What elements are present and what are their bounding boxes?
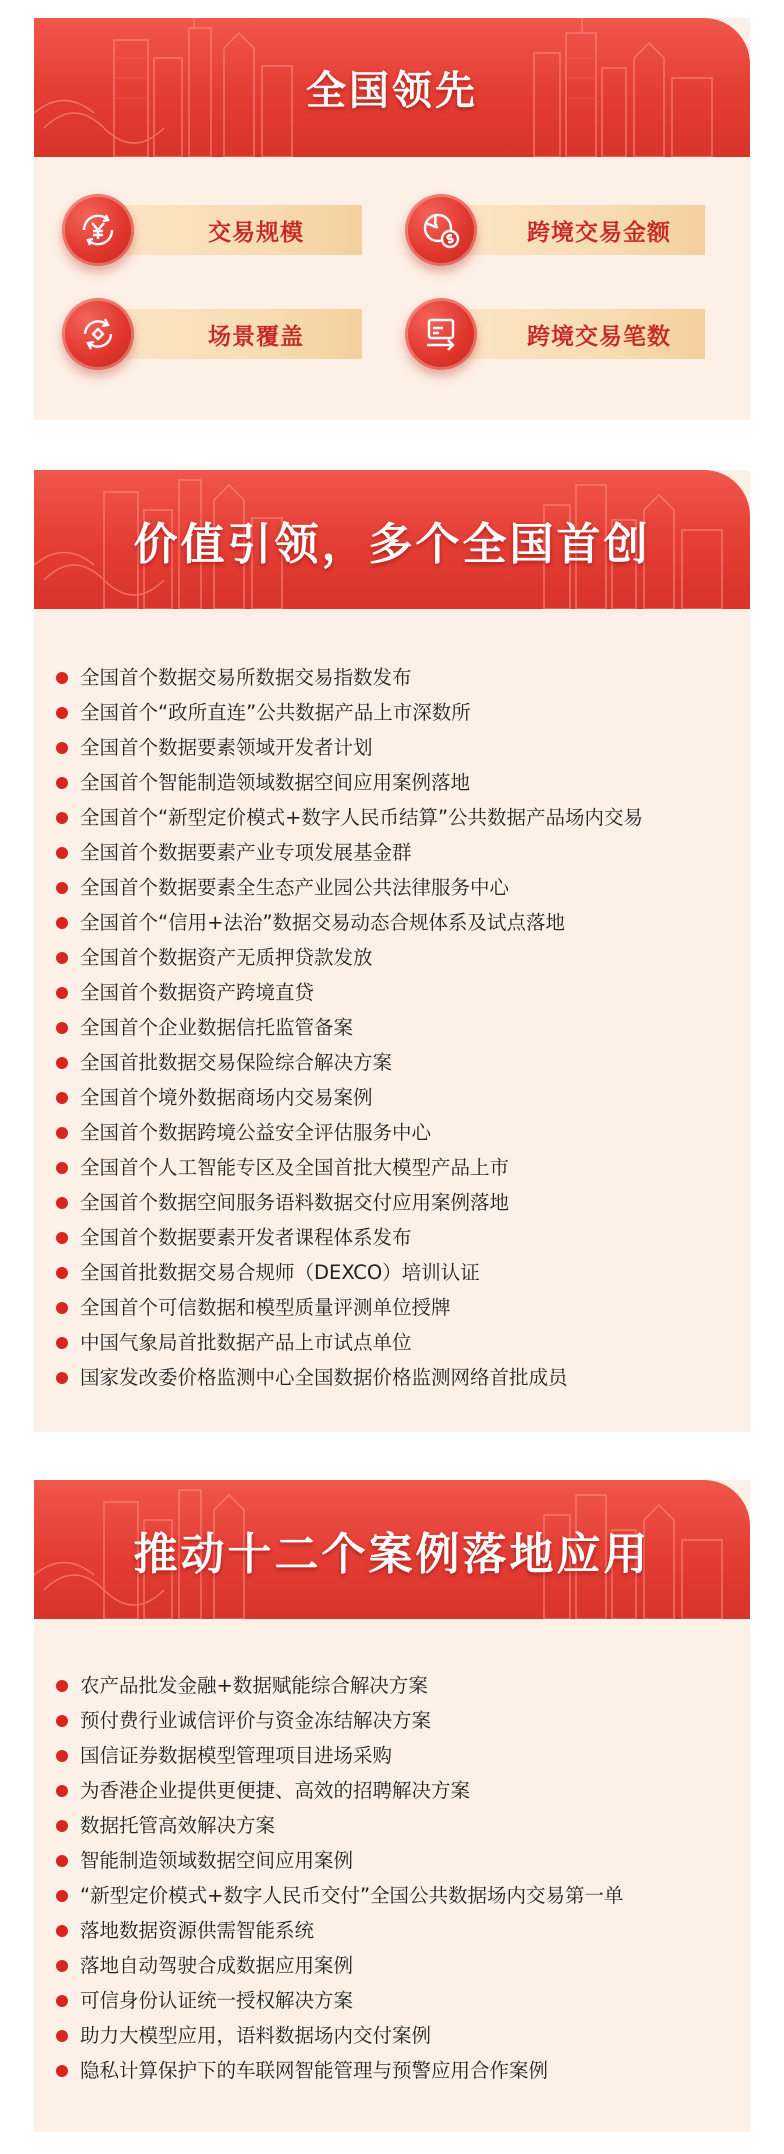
list-item <box>56 1668 624 1703</box>
firsts-section <box>34 470 750 1432</box>
bullet-dot <box>56 1855 68 1867</box>
list-item <box>56 905 643 940</box>
bullet-dot <box>56 1372 68 1384</box>
list-item <box>56 1290 643 1325</box>
bullet-dot <box>56 1232 68 1244</box>
bullet-dot <box>56 1127 68 1139</box>
list-item-text: 全国首个数据资产跨境直贷 <box>80 981 315 1004</box>
bullet-dot <box>56 1715 68 1727</box>
bullet-dot <box>56 1162 68 1174</box>
yuan-cycle-icon <box>62 194 134 266</box>
pill-label: 场景覆盖 <box>208 323 304 350</box>
bullet-dot <box>56 1890 68 1902</box>
bullet-dot <box>56 1337 68 1349</box>
list-item <box>56 1010 643 1045</box>
list-item-text: 全国首个人工智能专区及全国首批大模型产品上市 <box>80 1156 510 1179</box>
list-item-text: 国家发改委价格监测中心全国数据价格监测网络首批成员 <box>80 1366 568 1389</box>
bullet-dot <box>56 1057 68 1069</box>
list-item-text: 农产品批发金融+数据赋能综合解决方案 <box>80 1674 428 1697</box>
cases-banner <box>34 1480 750 1619</box>
list-item <box>56 1080 643 1115</box>
bullet-dot <box>56 672 68 684</box>
list-item-text: 全国首批数据交易保险综合解决方案 <box>80 1051 393 1074</box>
list-item-text: 可信身份认证统一授权解决方案 <box>80 1989 354 2012</box>
list-item-text: 隐私计算保护下的车联网智能管理与预警应用合作案例 <box>80 2059 549 2082</box>
pill-label-bar <box>112 205 362 255</box>
list-item-text: “新型定价模式+数字人民币交付”全国公共数据场内交易第一单 <box>80 1884 624 1907</box>
list-item <box>56 730 643 765</box>
list-item <box>56 1983 624 2018</box>
list-item <box>56 975 643 1010</box>
list-item-text: 预付费行业诚信评价与资金冻结解决方案 <box>80 1709 432 1732</box>
list-item <box>56 1703 624 1738</box>
bullet-dot <box>56 1197 68 1209</box>
list-item-text: 全国首个可信数据和模型质量评测单位授牌 <box>80 1296 451 1319</box>
globe-dollar-icon <box>405 194 477 266</box>
leading-section <box>34 18 750 420</box>
bullet-dot <box>56 1960 68 1972</box>
bullet-dot <box>56 812 68 824</box>
pill-label: 跨境交易金额 <box>527 219 671 246</box>
firsts-list <box>56 660 643 1395</box>
list-item <box>56 1325 643 1360</box>
list-item <box>56 765 643 800</box>
list-item-text: 全国首个数据空间服务语料数据交付应用案例落地 <box>80 1191 510 1214</box>
list-item-text: 中国气象局首批数据产品上市试点单位 <box>80 1331 412 1354</box>
bullet-dot <box>56 1995 68 2007</box>
list-item <box>56 1948 624 1983</box>
bullet-dot <box>56 707 68 719</box>
bullet-dot <box>56 1267 68 1279</box>
list-item-text: 全国首个数据资产无质押贷款发放 <box>80 946 373 969</box>
list-item <box>56 1773 624 1808</box>
list-item <box>56 1115 643 1150</box>
list-item-text: 助力大模型应用，语料数据场内交付案例 <box>80 2024 432 2047</box>
bullet-dot <box>56 1750 68 1762</box>
list-item-text: 全国首批数据交易合规师（DEXCO）培训认证 <box>80 1261 480 1284</box>
bullet-dot <box>56 742 68 754</box>
list-item <box>56 940 643 975</box>
cases-title: 推动十二个案例落地应用 <box>133 1528 651 1580</box>
list-item <box>56 800 643 835</box>
list-item <box>56 870 643 905</box>
list-item <box>56 660 643 695</box>
list-item <box>56 835 643 870</box>
bullet-dot <box>56 1785 68 1797</box>
card-arrow-icon <box>405 298 477 370</box>
list-item-text: 全国首个数据要素开发者课程体系发布 <box>80 1226 412 1249</box>
bullet-dot <box>56 1022 68 1034</box>
cycle-arrows-icon <box>62 298 134 370</box>
leading-title: 全国领先 <box>306 68 478 114</box>
list-item-text: 为香港企业提供更便捷、高效的招聘解决方案 <box>80 1779 471 1802</box>
list-item-text: 全国首个数据跨境公益安全评估服务中心 <box>80 1121 432 1144</box>
pill-label-bar <box>455 205 705 255</box>
list-item <box>56 695 643 730</box>
list-item-text: 智能制造领域数据空间应用案例 <box>80 1849 354 1872</box>
bullet-dot <box>56 1680 68 1692</box>
leading-banner <box>34 18 750 157</box>
list-item-text: 全国首个“信用+法治”数据交易动态合规体系及试点落地 <box>80 911 566 934</box>
list-item <box>56 1045 643 1080</box>
list-item <box>56 1913 624 1948</box>
bullet-dot <box>56 2030 68 2042</box>
cases-list <box>56 1668 624 2088</box>
pill-label-bar <box>112 309 362 359</box>
pill-label: 交易规模 <box>208 219 304 246</box>
bullet-dot <box>56 1925 68 1937</box>
list-item <box>56 1843 624 1878</box>
list-item <box>56 1738 624 1773</box>
list-item <box>56 1220 643 1255</box>
bullet-dot <box>56 1302 68 1314</box>
bullet-dot <box>56 917 68 929</box>
bullet-dot <box>56 777 68 789</box>
list-item-text: 全国首个数据要素领域开发者计划 <box>80 736 373 759</box>
list-item-text: 落地数据资源供需智能系统 <box>80 1919 315 1942</box>
bullet-dot <box>56 1092 68 1104</box>
list-item <box>56 1808 624 1843</box>
bullet-dot <box>56 952 68 964</box>
bullet-dot <box>56 847 68 859</box>
firsts-banner <box>34 470 750 609</box>
list-item-text: 全国首个境外数据商场内交易案例 <box>80 1086 373 1109</box>
list-item-text: 全国首个智能制造领域数据空间应用案例落地 <box>80 771 471 794</box>
bullet-dot <box>56 987 68 999</box>
list-item-text: 全国首个数据要素全生态产业园公共法律服务中心 <box>80 876 510 899</box>
bullet-dot <box>56 2065 68 2077</box>
list-item-text: 全国首个企业数据信托监管备案 <box>80 1016 354 1039</box>
list-item-text: 全国首个“新型定价模式+数字人民币结算”公共数据产品场内交易 <box>80 806 644 829</box>
pill-label: 跨境交易笔数 <box>527 323 671 350</box>
bullet-dot <box>56 1820 68 1832</box>
list-item-text: 国信证券数据模型管理项目进场采购 <box>80 1744 393 1767</box>
cases-section <box>34 1480 750 2132</box>
list-item <box>56 2018 624 2053</box>
list-item <box>56 1360 643 1395</box>
list-item-text: 全国首个数据要素产业专项发展基金群 <box>80 841 412 864</box>
list-item-text: 全国首个数据交易所数据交易指数发布 <box>80 666 412 689</box>
list-item <box>56 1150 643 1185</box>
list-item-text: 全国首个“政所直连”公共数据产品上市深数所 <box>80 701 471 724</box>
list-item-text: 数据托管高效解决方案 <box>80 1814 276 1837</box>
pill-label-bar <box>455 309 705 359</box>
firsts-title: 价值引领，多个全国首创 <box>133 518 651 570</box>
list-item-text: 落地自动驾驶合成数据应用案例 <box>80 1954 354 1977</box>
list-item <box>56 1185 643 1220</box>
list-item <box>56 2053 624 2088</box>
list-item <box>56 1255 643 1290</box>
bullet-dot <box>56 882 68 894</box>
list-item <box>56 1878 624 1913</box>
